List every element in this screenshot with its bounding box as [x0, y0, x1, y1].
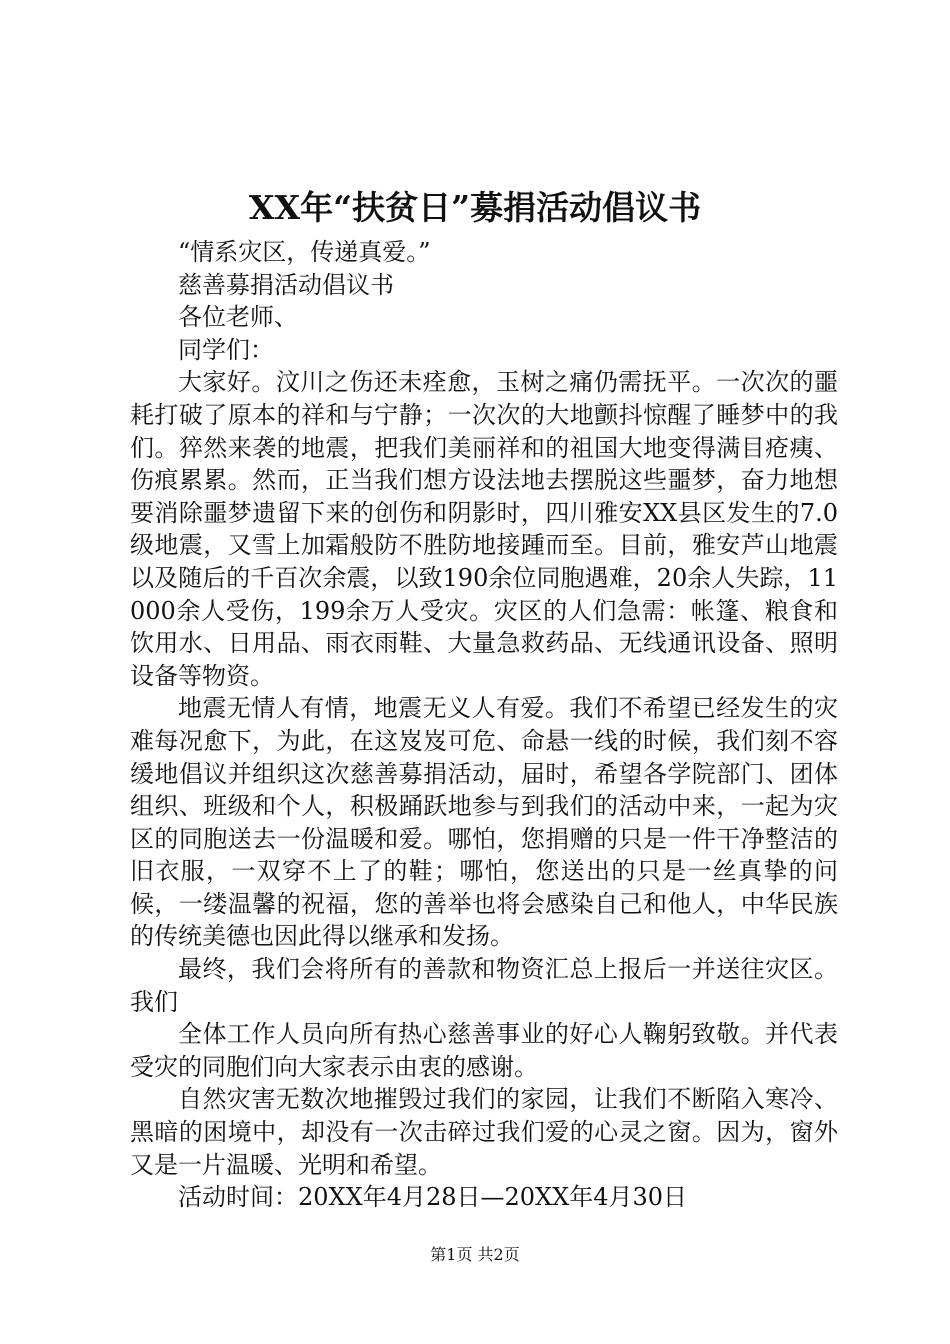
paragraph-activity-time: 活动时间：20XX年4月28日—20XX年4月30日 [178, 1183, 688, 1212]
document-title: XX年“扶贫日”募捐活动倡议书 [248, 188, 702, 227]
paragraph-body: 全体工作人员向所有热心慈善事业的好心人鞠躬致敬。并代表受灾的同胞们向大家表示由衷的感谢。 [130, 1020, 838, 1081]
paragraph-subtitle: 慈善募捐活动倡议书 [178, 270, 394, 299]
paragraph-body: 大家好。汶川之伤还未痊愈，玉树之痛仍需抚平。一次次的噩耗打破了原本的祥和与宁静；一次次的大地颤抖惊醒了睡梦中的我们。猝然来袭的地震，把我们美丽祥和的祖国大地变得满目疮痍、伤痕累累。然而，正当我们想方设法地去摆脱这些噩梦，奋力地想要消除噩梦遗留下来的创伤和阴影时，四川雅安XX县区发生的7.0级地震，又雪上加霜般防不胜防地接踵而至。目前，雅安芦山地震以及随后的千百次余震，以致190余位同胞遇难，20余人失踪，11000余人受伤，199余万人受灾。灾区的人们急需：帐篷、粮食和饮用水、日用品、雨衣雨鞋、大量急救药品、无线通讯设备、照明设备等物资。 [130, 368, 838, 690]
document-body [130, 236, 838, 1214]
paragraph-slogan: “情系灾区，传递真爱。” [178, 238, 431, 266]
paragraph-body: 最终，我们会将所有的善款和物资汇总上报后一并送往灾区。我们 [130, 955, 838, 1016]
paragraph-salutation-teachers: 各位老师、 [178, 303, 298, 332]
paragraph-salutation-students: 同学们： [178, 335, 274, 364]
page-footer: 第1页 共2页 [430, 1245, 520, 1264]
paragraph-body: 地震无情人有情，地震无义人有爱。我们不希望已经发生的灾难每况愈下，为此，在这岌岌可危、命悬一线的时候，我们刻不容缓地倡议并组织这次慈善募捐活动，届时，希望各学院部门、团体组织、班级和个人，积极踊跃地参与到我们的活动中来，一起为灾区的同胞送去一份温暖和爱。哪怕，您捐赠的只是一件干净整洁的旧衣服，一双穿不上了的鞋；哪怕，您送出的只是一丝真挚的问候，一缕温馨的祝福，您的善举也将会感染自己和他人，中华民族的传统美德也因此得以继承和发扬。 [130, 694, 838, 951]
paragraph-body: 自然灾害无数次地摧毁过我们的家园，让我们不断陷入寒冷、黑暗的困境中，却没有一次击碎过我们爱的心灵之窗。因为，窗外又是一片温暖、光明和希望。 [130, 1085, 838, 1179]
